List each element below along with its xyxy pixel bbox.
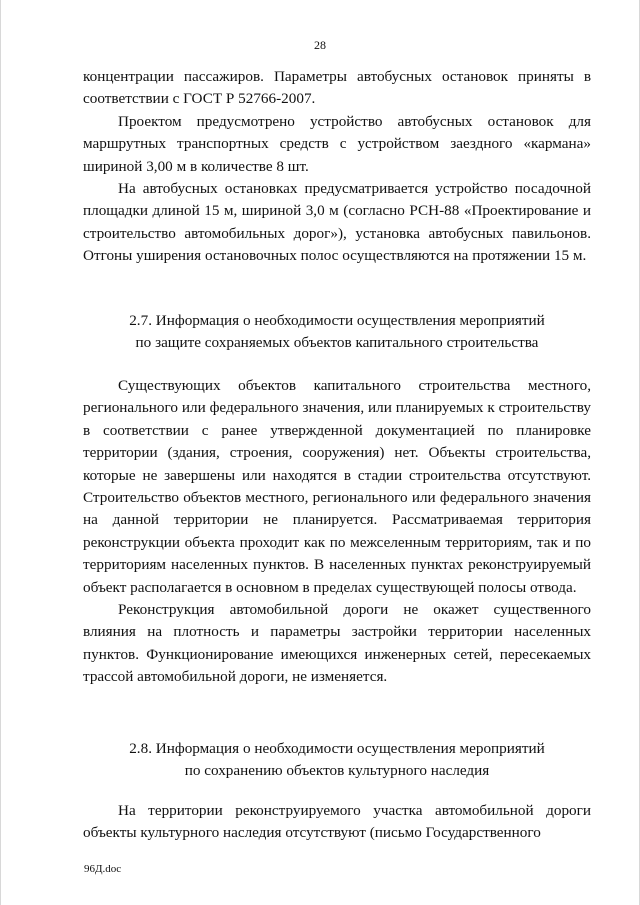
section-2-8-paragraph-1: На территории реконструируемого участка автомобильной дороги объекты культурного наследия отсутствуют (письмо Государственного	[83, 802, 591, 842]
section-2-8-body	[83, 800, 591, 845]
intro-block	[83, 66, 591, 268]
section-2-7-paragraph-1: Существующих объектов капитального строительства местного, регионального или федерального значения, или планируемых к строительству в соответствии с ранее утвержденной документацией по планировке территории (здания, строения, сооружения) нет. Объекты строительства, которые не завершены или находятся в стадии строительства отсутствуют. Строительство объектов местного, регионального или федерального значения на данной территории не планируется. Рассматриваемая территория реконструкции объекта проходит как по межселенным территориям, так и по территориям населенных пунктов. В населенных пунктах реконструируемый объект располагается в основном в пределах существующей полосы отвода.	[83, 377, 591, 596]
scan-left-edge	[0, 0, 1, 905]
page-number: 28	[314, 38, 326, 52]
section-2-7-heading-line-1: 2.7. Информация о необходимости осуществления мероприятий	[129, 312, 545, 329]
section-2-7-body	[83, 375, 591, 689]
section-2-7-heading-line-2: по защите сохраняемых объектов капитального строительства	[135, 334, 539, 351]
intro-paragraph-1: концентрации пассажиров. Параметры автобусных остановок приняты в соответствии с ГОСТ Р 52766-2007.	[83, 68, 591, 108]
section-2-8-heading-line-2: по сохранению объектов культурного наследия	[184, 762, 490, 779]
intro-paragraph-2: Проектом предусмотрено устройство автобусных остановок для маршрутных транспортных средств с устройством заездного «кармана» шириной 3,00 м в количестве 8 шт.	[83, 112, 591, 175]
section-2-8-heading-line-1: 2.8. Информация о необходимости осуществления мероприятий	[129, 740, 545, 757]
footer-filename: 96Д.doc	[84, 863, 122, 875]
section-2-7-paragraph-2: Реконструкция автомобильной дороги не окажет существенного влияния на плотность и параметры застройки территории населенных пунктов. Функционирование имеющихся инженерных сетей, пересекаемых трассой автомобильной дороги, не изменяется.	[83, 601, 591, 686]
intro-paragraph-3: На автобусных остановках предусматривается устройство посадочной площадки длиной 15 м, шириной 3,0 м (согласно РСН-88 «Проектирование и строительство автомобильных дорог»), установка автобусных павильонов. Отгоны уширения остановочных полос осуществляются на протяжении 15 м.	[83, 180, 591, 265]
